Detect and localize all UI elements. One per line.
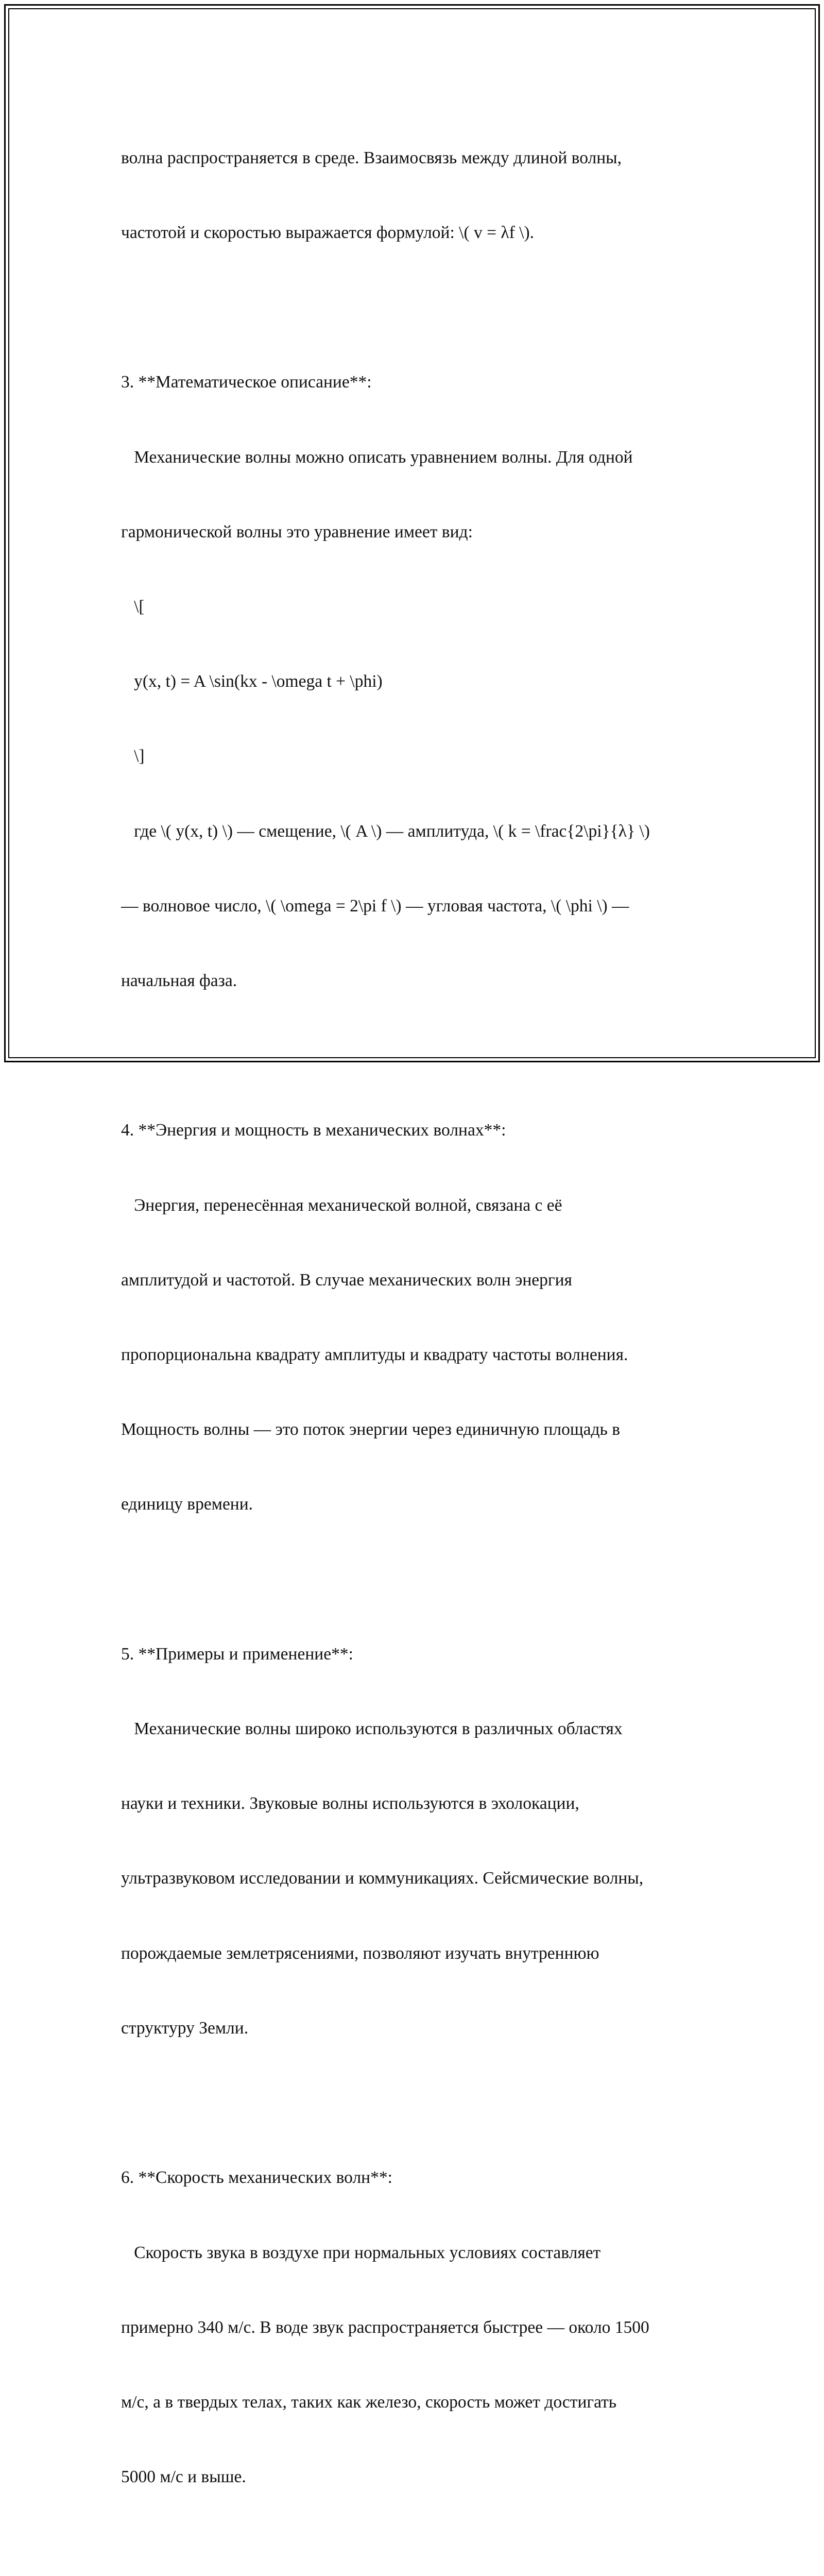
text-line: частотой и скоростью выражается формулой: \( v = λf \). [121,223,534,243]
section-heading: 5. **Примеры и применение**: [121,1644,353,1664]
text-line: — волновое число, \( \omega = 2\pi f \) — угловая частота, \( \phi \) — [121,896,629,916]
text-line: амплитудой и частотой. В случае механических волн энергия [121,1270,572,1290]
formula-line: y(x, t) = A \sin(kx - \omega t + \phi) [121,672,383,691]
text-line: единицу времени. [121,1495,253,1514]
section-heading: 6. **Скорость механических волн**: [121,2168,392,2188]
text-line: волна распространяется в среде. Взаимосвязь между длиной волны, [121,148,622,167]
section-heading: 3. **Математическое описание**: [121,372,372,392]
text-line: где \( y(x, t) \) — смещение, \( A \) — амплитуда, \( k = \frac{2\pi}{λ} \) [121,821,650,841]
section-heading: 4. **Энергия и мощность в механических волнах**: [121,1121,506,1140]
text-line: начальная фаза. [121,971,237,991]
document-body [121,96,729,2576]
text-line: Мощность волны — это поток энергии через единичную площадь в [121,1420,621,1439]
text-line: Скорость звука в воздухе при нормальных условиях составляет [121,2243,601,2262]
text-line: примерно 340 м/с. В воде звук распространяется быстрее — около 1500 [121,2317,649,2337]
blank-line [121,295,729,320]
text-line: ультразвуковом исследовании и коммуникациях. Сейсмические волны, [121,1869,644,1888]
text-line: науки и техники. Звуковые волны используются в эхолокации, [121,1794,579,1814]
formula-line: \[ [121,597,145,617]
formula-line: \] [121,747,145,766]
text-line: пропорциональна квадрату амплитуды и квадрату частоты волнения. [121,1345,628,1365]
text-line: м/с, а в твердых телах, таких как железо, скорость может достигать [121,2392,617,2412]
text-line: Механические волны широко используются в различных областях [121,1719,623,1739]
text-line: порождаемые землетрясениями, позволяют изучать внутреннюю [121,1943,599,1963]
text-line: 5000 м/с и выше. [121,2467,246,2487]
text-line: Механические волны можно описать уравнением волны. Для одной [121,447,633,467]
blank-line [121,1567,729,1592]
text-line: Энергия, перенесённая механической волной, связана с её [121,1195,562,1215]
text-line: гармонической волны это уравнение имеет вид: [121,522,473,541]
blank-line [121,2539,729,2564]
blank-line [121,1043,729,1068]
blank-line [121,2091,729,2115]
text-line: структуру Земли. [121,2018,249,2038]
